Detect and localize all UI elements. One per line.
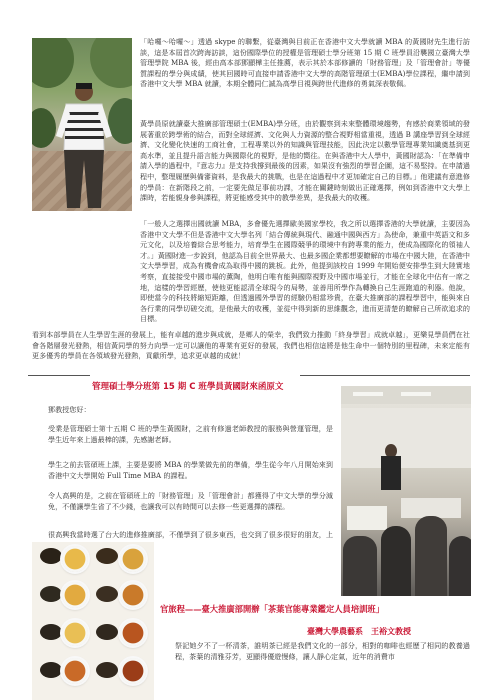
divider-left	[28, 375, 90, 376]
letter-title: 管理碩士學分班第 15 期 C 班學員黃國財來函原文	[92, 382, 284, 392]
article-paragraph-2: 黃學員原就讀臺大推廣部管理碩士(EMBA)學分班，由於觀察到未來整體環境趨勢，有感於商業領域的發展著重於跨學術的結合，而對全球經濟、文化與人力資源的整合視野相當重視，透過 B 講座學習到全球經濟、文化變化快速的工商社會，工程專業以外的知識與管理技能，因此決定以數學管理專業知識奠基到更高水準，並且提升語言能力與國際化的視野，是他的嚮往。在與香港中大人學中，黃國財認為：「在準備申請入學的過程中，『意志力』是支持我撐到最後的因素，如果沒有強烈的學習企圖，這不易堅持。在申請過程中，整理履歷與備審資料，是我最大的挑戰，也是在這過程中才更加確定自己的目標。」他建議有意進修的學員：在新階段之前，一定要先做足事前功課，才能在關鍵時刻做出正確選擇，例如到香港中文大學上課時，若能親身參與課程，將更能感受其中的教學差異，是我最大的收穫。	[140, 119, 470, 203]
article-paragraph-3-top: 「一般人之選擇出國就讀 MBA，多會優先選擇歐美國家學校，我之所以選擇香港的大學就讀，主要因為香港中文大學不但是香港中文大學名列「結合傳統與現代、融通中國與西方」為使命，兼重中英語文和多元文化，以及培養綜合思考能力，培育學生在國際競爭的環境中有跨專業的能力，使成為國際化的領袖人才。」黃國財進一步說到，他認為目前全世界最大、也最多國企業都想要瞭解的市場在中國大陸，在香港中文大學學習，成為有機會成為取得中國的跳板。此外，他提到該校自 1999 年開始便安排學生到大陸實地考察，直接接受中國市場的薰陶，他明白唯有能與國際視野及中國市場並行，才能在全球化中佔有一席之地，這樣的學習經歷，使他更能認清全球現今的局勢，並善用所學作為轉換自己生涯跑道的利器。他說，即使當今的科技將縮短距離，但透過國外學習的經驗仍相當珍貴，在臺大推廣部的課程學習中，能與來自各行業的同學切磋交流，是他最大的收穫，並從中得到新的思維觀念，進而更清楚的瞭解自己所欲追求的目標。	[140, 219, 470, 324]
profile-photo	[32, 38, 132, 211]
article-paragraph-4: 看到本部學員在人生學習生涯的發展上，能有卓越的進步與成就，是鄉人的榮幸，我們致力推動「終身學習」成就卓越」，更樂見學員們在社會各階層發光發熱，相信黃同學的努力向學一定可以讓他的專業有更好的發展，我們也相信這將是他生命中一個特別的里程碑，未來定能有更多優秀的學員在各領域發光發熱，貢獻所學，追求更卓越的成就！	[32, 330, 470, 361]
divider-right	[300, 375, 470, 376]
letter-paragraph-2: 學生之前去管碩班上課，主要是要將 MBA 的學業做先前的準備，學生從今年八月開始來到香港中文大學開始 Full Time MBA 的課程。	[48, 460, 333, 480]
article-paragraph-1: 「哈囉～哈囉～」透過 skype 的聯繫，從臺灣與目前正在香港中文大學就讀 MBA 的黃國財先生進行訪談，這是本屆首次跨海訪談，這份國際學位的授權是管理碩士學分班第 15 期 C 班學員沿襲國立臺灣大學管理學院 MBA 後，經由高本部鄧顯樺主任推薦，表示其於本部修讀的「財務管理」及「管理會計」等優質課程的學分與成績，使其回國時可直接申請香港中文大學的高階管理碩士(EMBA)學位課程，繼申請到香港中文大學 MBA 就讀，本期全體同仁誠為高學目視與跨世代進修的勇氣深表敬佩。	[140, 37, 470, 89]
man-figure	[54, 80, 114, 211]
letter-paragraph-4: 很高興我當時選了台大的進修推廣部，不僅學到了很多東西，也交到了很多很好的朋友，上	[48, 530, 333, 539]
letter-paragraph-1: 受業是管理碩士第十五期 C 班的學生黃國財，之前有修過老師教授的服務與營運管理，是學生近年來上過最棒的課，先感謝老師。	[48, 424, 333, 444]
tea-article-author: 臺灣大學農藝系 王裕文教授	[307, 627, 411, 636]
letter-greeting: 鄧教授您好：	[48, 405, 91, 414]
tea-article-title: 官旅程——臺大推廣部開辦「茶葉官能專業鑑定人員培訓班」	[160, 604, 385, 614]
classroom-photo	[341, 386, 471, 596]
letter-paragraph-3: 令人高興的是，之前在管碩班上的「財務管理」及「管理會計」都獲得了中文大學的學分減免，不僅讓學生省了不少錢，也讓我可以有時間可以去修一些更選擇的課程。	[48, 491, 333, 511]
tea-article-paragraph-1: 祭記她夕不了一杯清茶，誰明茶已經是我們文化的一部分，相對的咖啡也經歷了相同的教養過程，茶葉的清雅芬芳，更顯得優遊慢條，讓人靜心定氣，近年的消費市	[175, 641, 470, 661]
tea-cups-photo	[32, 542, 154, 700]
